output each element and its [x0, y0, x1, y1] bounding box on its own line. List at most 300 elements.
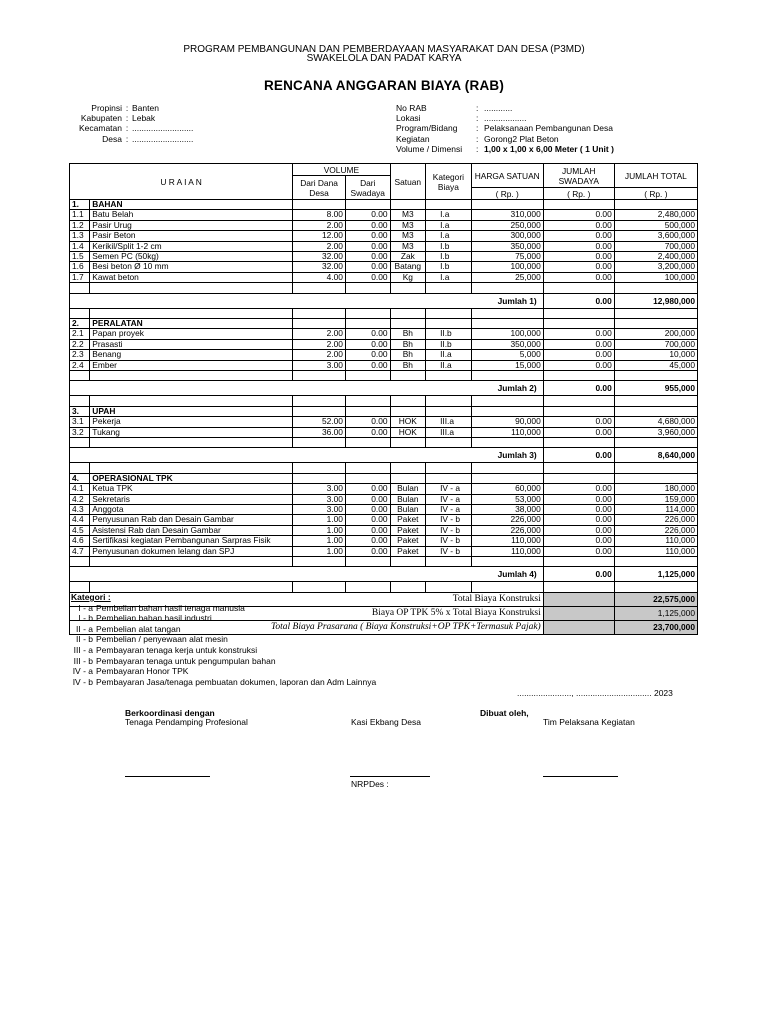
blank-cell	[426, 557, 472, 567]
table-row	[70, 427, 698, 437]
blank-cell	[543, 283, 614, 293]
info-colon: :	[476, 103, 479, 113]
table-cell: 0.00	[543, 525, 614, 535]
col-jumlah-total: JUMLAH TOTAL	[614, 164, 697, 188]
blank-cell	[390, 396, 426, 406]
table-cell: 0.00	[345, 350, 390, 360]
info-colon: :	[125, 113, 129, 124]
section-code: 1.	[70, 200, 90, 210]
blank-cell	[614, 319, 697, 329]
table-cell: 114,000	[614, 505, 697, 515]
section-name: PERALATAN	[90, 319, 293, 329]
col-satuan: Satuan	[390, 164, 426, 200]
info-label: Kegiatan	[396, 133, 430, 144]
table-cell: 0.00	[345, 252, 390, 262]
table-cell: I.b	[426, 262, 472, 272]
grand-total-label: Total Biaya Prasarana ( Biaya Konstruksi+OP TPK+Termasuk Pajak)	[70, 620, 544, 634]
blank-cell	[293, 319, 346, 329]
kasi-label: Kasi Ekbang Desa	[351, 717, 421, 727]
col-dari-dana-desa: Dari Dana Desa	[293, 176, 346, 200]
table-row	[70, 241, 698, 251]
info-label: Desa	[102, 133, 122, 144]
info-value: Banten	[132, 103, 159, 113]
blank-cell	[390, 308, 426, 318]
table-cell: 3.1	[70, 417, 90, 427]
blank-cell	[293, 396, 346, 406]
legend-item	[71, 645, 376, 656]
blank-cell	[426, 319, 472, 329]
table-cell: 32.00	[293, 252, 346, 262]
table-cell: Bulan	[390, 494, 426, 504]
table-row	[70, 231, 698, 241]
table-cell: Asistensi Rab dan Desain Gambar	[90, 525, 293, 535]
table-cell: Pekerja	[90, 417, 293, 427]
info-value: ..........................	[132, 133, 194, 144]
table-cell: 0.00	[345, 329, 390, 339]
table-cell: Kg	[390, 272, 426, 282]
signature-line-kasi	[350, 776, 430, 777]
blank-cell	[426, 283, 472, 293]
table-cell: 250,000	[471, 220, 543, 230]
info-row	[396, 113, 614, 123]
table-cell: 0.00	[543, 417, 614, 427]
blank-cell	[293, 200, 346, 210]
table-cell: IV - a	[426, 494, 472, 504]
table-cell: III.a	[426, 427, 472, 437]
signature-line-tim	[543, 776, 618, 777]
blank-row	[70, 283, 698, 293]
blank-cell	[70, 371, 90, 381]
legend-code: III - b	[73, 655, 93, 666]
blank-cell	[471, 438, 543, 448]
info-label: Lokasi	[396, 113, 421, 124]
table-cell: 3,960,000	[614, 427, 697, 437]
table-row	[70, 329, 698, 339]
table-cell: 1.6	[70, 262, 90, 272]
table-cell: 0.00	[543, 494, 614, 504]
table-cell: IV - b	[426, 536, 472, 546]
blank-cell	[90, 283, 293, 293]
blank-row	[70, 463, 698, 473]
table-cell: 0.00	[345, 427, 390, 437]
legend-code: III - a	[73, 644, 93, 655]
info-left-block	[72, 103, 193, 144]
table-cell: Pasir Beton	[90, 231, 293, 241]
table-cell: 110,000	[614, 546, 697, 556]
table-cell: 45,000	[614, 360, 697, 370]
table-cell: 32.00	[293, 262, 346, 272]
table-cell: 4.5	[70, 525, 90, 535]
table-cell: HOK	[390, 417, 426, 427]
blank-cell	[471, 396, 543, 406]
blank-cell	[345, 473, 390, 483]
subtotal-label: Jumlah 3)	[70, 448, 544, 463]
table-cell: HOK	[390, 427, 426, 437]
blank-cell	[293, 371, 346, 381]
table-cell: 3.00	[293, 484, 346, 494]
table-cell: 52.00	[293, 417, 346, 427]
table-cell: 0.00	[345, 536, 390, 546]
blank-cell	[471, 371, 543, 381]
legend-desc: Pembelian bahan hasil industri	[96, 613, 212, 624]
table-cell: 75,000	[471, 252, 543, 262]
blank-cell	[471, 463, 543, 473]
table-cell: Papan proyek	[90, 329, 293, 339]
table-cell: 4.4	[70, 515, 90, 525]
table-cell: 0.00	[543, 339, 614, 349]
table-cell: Bh	[390, 339, 426, 349]
subtotal-total: 955,000	[614, 381, 697, 396]
blank-cell	[293, 406, 346, 416]
blank-cell	[90, 308, 293, 318]
date-line: ......................., ................................ 2023	[517, 688, 673, 698]
table-cell: I.a	[426, 272, 472, 282]
table-cell: 1.5	[70, 252, 90, 262]
table-cell: 180,000	[614, 484, 697, 494]
table-cell: 2.00	[293, 350, 346, 360]
table-cell: 0.00	[345, 484, 390, 494]
legend-desc: Pembayaran Honor TPK	[96, 666, 189, 677]
blank-cell	[614, 473, 697, 483]
legend-desc: Pembayaran tenaga untuk pengumpulan bahan	[96, 655, 276, 666]
table-cell: 0.00	[345, 262, 390, 272]
blank-cell	[70, 283, 90, 293]
table-cell: 2.3	[70, 350, 90, 360]
table-cell: 0.00	[543, 484, 614, 494]
blank-cell	[471, 200, 543, 210]
blank-cell	[90, 557, 293, 567]
table-cell: 2.00	[293, 329, 346, 339]
table-cell: 3.00	[293, 505, 346, 515]
table-cell: Paket	[390, 525, 426, 535]
table-cell: II.b	[426, 329, 472, 339]
table-cell: Kawat beton	[90, 272, 293, 282]
subtotal-total: 8,640,000	[614, 448, 697, 463]
info-right-block	[396, 103, 614, 154]
table-cell: 1.00	[293, 525, 346, 535]
table-cell: I.b	[426, 252, 472, 262]
info-label: Volume / Dimensi	[396, 143, 463, 154]
table-cell: Ketua TPK	[90, 484, 293, 494]
blank-row	[70, 308, 698, 318]
blank-cell	[614, 308, 697, 318]
blank-cell	[390, 283, 426, 293]
blank-cell	[543, 473, 614, 483]
table-cell: M3	[390, 241, 426, 251]
blank-cell	[90, 396, 293, 406]
table-cell: 2.00	[293, 220, 346, 230]
legend-desc: Pembelian / penyewaan alat mesin	[96, 634, 228, 645]
blank-cell	[293, 463, 346, 473]
col-kategori: Kategori Biaya	[426, 164, 472, 200]
blank-row	[70, 582, 698, 592]
col-harga-satuan: HARGA SATUAN	[471, 164, 543, 188]
table-cell: 5,000	[471, 350, 543, 360]
table-cell: Kerikil/Split 1-2 cm	[90, 241, 293, 251]
table-cell: Bulan	[390, 505, 426, 515]
table-cell: Paket	[390, 515, 426, 525]
blank-cell	[614, 283, 697, 293]
table-cell: 200,000	[614, 329, 697, 339]
blank-cell	[543, 308, 614, 318]
table-cell: 0.00	[543, 536, 614, 546]
program-heading: PROGRAM PEMBANGUNAN DAN PEMBERDAYAAN MASYARAKAT DAN DESA (P3MD)	[183, 44, 585, 55]
table-cell: 2.00	[293, 339, 346, 349]
blank-cell	[345, 308, 390, 318]
table-row	[70, 525, 698, 535]
table-cell: 0.00	[345, 231, 390, 241]
table-cell: II.b	[426, 339, 472, 349]
info-colon: :	[125, 103, 129, 113]
table-cell: II.a	[426, 360, 472, 370]
table-cell: 226,000	[614, 525, 697, 535]
table-cell: 3,600,000	[614, 231, 697, 241]
blank-cell	[293, 582, 346, 592]
table-cell: 1.00	[293, 536, 346, 546]
subtotal-row	[70, 567, 698, 582]
table-cell: 226,000	[614, 515, 697, 525]
blank-cell	[614, 371, 697, 381]
table-cell: 0.00	[345, 339, 390, 349]
table-cell: 0.00	[543, 505, 614, 515]
table-cell: 0.00	[345, 272, 390, 282]
blank-cell	[345, 557, 390, 567]
table-cell: 0.00	[543, 231, 614, 241]
table-row	[70, 252, 698, 262]
legend-title: Kategori :	[71, 592, 111, 602]
info-label: Kecamatan	[79, 123, 122, 134]
legend-code: II - b	[75, 634, 93, 645]
table-cell: I.a	[426, 231, 472, 241]
table-cell: Tukang	[90, 427, 293, 437]
table-cell: 1.2	[70, 220, 90, 230]
table-cell: 0.00	[543, 262, 614, 272]
subtotal-swadaya: 0.00	[543, 381, 614, 396]
grand-total-value: 23,700,000	[614, 620, 697, 634]
dibuat-oleh-label: Dibuat oleh,	[480, 708, 529, 718]
table-cell: 3,200,000	[614, 262, 697, 272]
subtotal-swadaya: 0.00	[543, 448, 614, 463]
blank-cell	[471, 473, 543, 483]
table-cell: 2.1	[70, 329, 90, 339]
table-cell: I.a	[426, 220, 472, 230]
kategori-legend	[71, 592, 376, 687]
blank-cell	[426, 463, 472, 473]
table-cell: 2.00	[293, 241, 346, 251]
col-rp: ( Rp. )	[614, 188, 697, 200]
table-cell: 100,000	[471, 329, 543, 339]
blank-cell	[293, 308, 346, 318]
blank-cell	[70, 582, 90, 592]
table-cell: IV - b	[426, 515, 472, 525]
table-cell: Benang	[90, 350, 293, 360]
table-cell: Batang	[390, 262, 426, 272]
table-cell: M3	[390, 231, 426, 241]
table-cell: III.a	[426, 417, 472, 427]
info-value: Lebak	[132, 113, 156, 124]
legend-item	[71, 666, 376, 677]
info-value: ..................	[484, 113, 527, 124]
blank-cell	[426, 438, 472, 448]
info-colon: :	[476, 113, 479, 124]
subtotal-row	[70, 381, 698, 396]
table-row	[70, 210, 698, 220]
blank-cell	[614, 438, 697, 448]
subtotal-row	[70, 293, 698, 308]
blank-cell	[345, 406, 390, 416]
table-cell: Zak	[390, 252, 426, 262]
grand-total-swadaya	[543, 606, 614, 620]
table-cell: Pasir Urug	[90, 220, 293, 230]
info-row	[396, 123, 614, 133]
blank-cell	[293, 557, 346, 567]
section-name: UPAH	[90, 406, 293, 416]
info-row	[72, 113, 193, 123]
grand-total-label: Total Biaya Konstruksi	[70, 592, 544, 606]
table-cell: 110,000	[471, 427, 543, 437]
subtotal-label: Jumlah 4)	[70, 567, 544, 582]
table-cell: 0.00	[543, 252, 614, 262]
col-volume: VOLUME	[293, 164, 390, 176]
table-cell: 350,000	[471, 241, 543, 251]
table-cell: 159,000	[614, 494, 697, 504]
blank-cell	[390, 319, 426, 329]
table-cell: 2.4	[70, 360, 90, 370]
table-row	[70, 494, 698, 504]
grand-total-swadaya	[543, 592, 614, 606]
section-code: 4.	[70, 473, 90, 483]
table-cell: 100,000	[614, 272, 697, 282]
signature-line-pendamping	[125, 776, 210, 777]
legend-code: I - b	[78, 613, 93, 624]
legend-desc: Pembayaran Jasa/tenaga pembuatan dokumen, laporan dan Adm Lainnya	[96, 676, 377, 687]
table-cell: 350,000	[471, 339, 543, 349]
table-cell: 0.00	[345, 241, 390, 251]
table-cell: 700,000	[614, 339, 697, 349]
blank-cell	[426, 308, 472, 318]
legend-item	[71, 603, 376, 614]
table-cell: 4.6	[70, 536, 90, 546]
section-name: OPERASIONAL TPK	[90, 473, 293, 483]
table-cell: IV - b	[426, 546, 472, 556]
table-cell: 12.00	[293, 231, 346, 241]
table-cell: 0.00	[543, 272, 614, 282]
table-cell: 1.00	[293, 515, 346, 525]
table-cell: 0.00	[543, 360, 614, 370]
table-cell: 36.00	[293, 427, 346, 437]
table-cell: 90,000	[471, 417, 543, 427]
blank-cell	[70, 557, 90, 567]
col-rp: ( Rp. )	[543, 188, 614, 200]
table-row	[70, 262, 698, 272]
legend-item	[71, 677, 376, 688]
blank-cell	[293, 438, 346, 448]
col-jumlah-swadaya: JUMLAH SWADAYA	[543, 164, 614, 188]
blank-cell	[426, 371, 472, 381]
section-header-row	[70, 319, 698, 329]
table-cell: Batu Belah	[90, 210, 293, 220]
info-value: Pelaksanaan Pembangunan Desa	[484, 123, 614, 134]
blank-cell	[543, 582, 614, 592]
table-cell: 4.7	[70, 546, 90, 556]
info-label: No RAB	[396, 103, 427, 113]
subtotal-row	[70, 448, 698, 463]
table-cell: 110,000	[471, 536, 543, 546]
table-cell: 0.00	[543, 350, 614, 360]
blank-cell	[345, 582, 390, 592]
table-cell: 0.00	[543, 210, 614, 220]
blank-cell	[614, 406, 697, 416]
table-row	[70, 417, 698, 427]
section-code: 3.	[70, 406, 90, 416]
table-cell: Besi beton Ø 10 mm	[90, 262, 293, 272]
table-cell: IV - a	[426, 484, 472, 494]
table-cell: 0.00	[345, 505, 390, 515]
blank-cell	[390, 582, 426, 592]
blank-cell	[471, 406, 543, 416]
table-cell: 300,000	[471, 231, 543, 241]
table-row	[70, 546, 698, 556]
table-cell: 4.2	[70, 494, 90, 504]
blank-cell	[293, 473, 346, 483]
blank-cell	[70, 438, 90, 448]
info-row	[396, 103, 614, 113]
grand-total-label: Biaya OP TPK 5% x Total Biaya Konstruksi	[70, 606, 544, 620]
table-cell: Paket	[390, 536, 426, 546]
legend-code: I - a	[78, 602, 93, 613]
table-cell: 226,000	[471, 525, 543, 535]
blank-cell	[471, 319, 543, 329]
blank-cell	[614, 557, 697, 567]
table-cell: 2,480,000	[614, 210, 697, 220]
table-cell: 4.1	[70, 484, 90, 494]
section-header-row	[70, 406, 698, 416]
blank-cell	[614, 463, 697, 473]
info-row	[396, 144, 614, 154]
info-row	[396, 134, 614, 144]
blank-cell	[426, 473, 472, 483]
table-cell: 4.00	[293, 272, 346, 282]
legend-item	[71, 613, 376, 624]
table-cell: IV - a	[426, 505, 472, 515]
table-cell: 1.00	[293, 546, 346, 556]
table-cell: 60,000	[471, 484, 543, 494]
blank-cell	[390, 463, 426, 473]
blank-cell	[70, 308, 90, 318]
table-cell: 0.00	[345, 546, 390, 556]
blank-cell	[614, 200, 697, 210]
legend-code: IV - a	[72, 666, 93, 677]
col-rp: ( Rp. )	[471, 188, 543, 200]
table-cell: 0.00	[345, 210, 390, 220]
blank-cell	[543, 557, 614, 567]
legend-desc: Pembelian alat tangan	[96, 623, 181, 634]
info-value: Gorong2 Plat Beton	[484, 133, 559, 144]
subtotal-total: 1,125,000	[614, 567, 697, 582]
table-row	[70, 220, 698, 230]
blank-cell	[390, 557, 426, 567]
section-code: 2.	[70, 319, 90, 329]
blank-cell	[293, 283, 346, 293]
table-cell: 3.2	[70, 427, 90, 437]
table-row	[70, 272, 698, 282]
table-cell: Penyusunan Rab dan Desain Gambar	[90, 515, 293, 525]
table-row	[70, 360, 698, 370]
info-label: Propinsi	[91, 103, 122, 113]
grand-total-value: 1,125,000	[614, 606, 697, 620]
table-cell: 25,000	[471, 272, 543, 282]
blank-cell	[345, 283, 390, 293]
